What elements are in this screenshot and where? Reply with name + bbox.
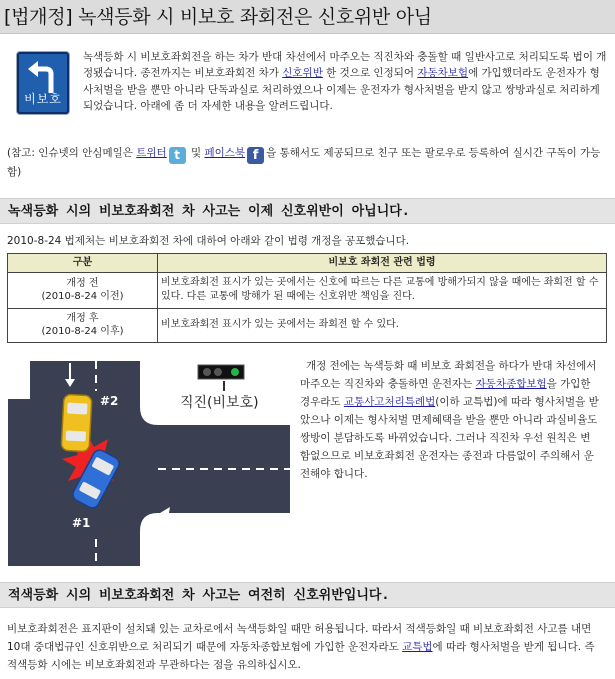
- signal-light-red: [203, 368, 211, 376]
- explanation-text: 을 가입한 경우라도: [300, 378, 591, 409]
- section-heading-1-text: 녹색등화 시의 비보호좌회전 차 사고는 이제 신호위반이 아닙니다.: [8, 204, 410, 219]
- intro-text-part: 녹색등화 시 비보호좌회전을 하는 차가 반대 차선에서 마주오는 직진차와 충돌할 때 일반사고로 처리되도록 법이 개정됐습니다. 종전까지는 비보호좌회전 차가: [83, 51, 607, 80]
- period-label: 개정 전: [66, 277, 99, 289]
- car1-label: #1: [72, 516, 91, 530]
- signal-label: 직진(비보호): [180, 395, 259, 411]
- table-header-law: 비보호 좌회전 관련 법령: [158, 254, 607, 273]
- car2-yellow: [61, 394, 92, 451]
- explanation-text: 개정 전에는 녹색등화 때 비보호 좌회전을 하다가 반대 차선에서 마주오는 직진차와 충돌하면 운전자는: [300, 360, 597, 391]
- facebook-link[interactable]: 페이스북: [204, 147, 246, 159]
- reference-note: [7, 145, 607, 180]
- section-heading-2-text: 적색등화 시의 비보호좌회전 차 사고는 여전히 신호위반입니다.: [8, 588, 390, 603]
- reference-text: 을 통해서도 제공되므로 친구 또는 팔로우로 등록하여 실시간 구독이 가능함): [7, 147, 601, 178]
- title-bar: [0, 0, 615, 34]
- link-comprehensive-insurance[interactable]: 자동차종합보험: [475, 378, 547, 391]
- table-cell-content: 비보호좌회전 표시가 있는 곳에서는 신호에 따르는 다른 교통에 방해가되지 않을 때에는 좌회전 할 수 있다. 다른 교통에 방해가 된 때에는 신호위반 책임을 진다.: [158, 272, 607, 308]
- intro-paragraph: [7, 49, 607, 114]
- law-comparison-table: [7, 253, 607, 343]
- car2-label: #2: [100, 394, 119, 408]
- red-light-text: 비보호좌회전은 표지판이 설치돼 있는 교차로에서 녹색등화일 때만 허용됩니다. 따라서 적색등화일 때 비보호좌회전 사고를 내면 10대 중대법규인 신호위반으로 처리되기 때문에 자동차종합보험에 가입한 운전자라도: [7, 623, 592, 653]
- intro-text-part: 한 것으로 인정되어: [322, 67, 418, 80]
- red-light-paragraph: [7, 621, 607, 675]
- table-row: [8, 308, 607, 342]
- announcement-text: 2010-8-24 법제처는 비보호좌회전 차에 대하여 아래와 같이 법령 개정을 공포했습니다.: [7, 235, 410, 247]
- period-date: (2010-8-24 이전): [41, 291, 124, 302]
- link-traffic-accident-act[interactable]: 교통사고처리특례법: [343, 396, 436, 409]
- period-date: (2010-8-24 이후): [41, 326, 124, 337]
- explanation-paragraph: [300, 357, 600, 483]
- link-special-act[interactable]: 교특법: [402, 640, 433, 653]
- red-light-text: 에 따라 형사처벌을 받게 됩니다. 즉 적색등화 시에는 비보호좌회전과 무관하다는 점을 유의하십시오.: [7, 640, 595, 671]
- left-turn-arrow-icon: [25, 60, 61, 94]
- table-cell-period: [8, 308, 158, 342]
- accident-diagram: [8, 361, 290, 566]
- facebook-icon[interactable]: f: [247, 147, 264, 164]
- table-row: [8, 272, 607, 308]
- twitter-icon[interactable]: t: [169, 147, 186, 164]
- signal-light-green: [231, 368, 239, 376]
- explanation-text: (이하 교특법)에 따라 형사처벌을 받았으나 이제는 형사처벌 면제혜택을 받을 뿐만 아니라 과실비율도 쌍방이 분담하도록 바뀌었습니다. 그러나 직진차 우선 원칙은 변함없으므로 비보호좌회전 운전자는 종전과 다름없이 주의해서 운전해야 합니다.: [300, 396, 599, 481]
- unprotected-left-turn-sign: [17, 52, 69, 114]
- period-label: 개정 후: [66, 312, 99, 324]
- amendment-explanation: [300, 357, 600, 483]
- table-header-category: 구분: [8, 254, 158, 273]
- table-cell-content: 비보호좌회전 표시가 있는 곳에서는 좌회전 할 수 있다.: [158, 308, 607, 342]
- twitter-link[interactable]: 트위터: [136, 147, 167, 159]
- page-title: [법개정] 녹색등화 시 비보호 좌회전은 신호위반 아님: [4, 6, 432, 28]
- link-signal-violation[interactable]: 신호위반: [282, 67, 323, 80]
- link-auto-insurance[interactable]: 자동차보험: [417, 67, 469, 80]
- signal-light-yellow: [214, 368, 222, 376]
- corner-top-left: [8, 361, 30, 399]
- table-cell-period: [8, 272, 158, 308]
- reference-text: (참고: 인슈넷의 안심메일은: [7, 147, 137, 159]
- intro-text-part: 에 가입했더라도 운전자가 형사처벌을 받을 뿐만 아니라 단독과실로 처리하였으나 이제는 운전자가 형사처벌을 받지 않고 쌍방과실로 처리하게 되었습니다. 아래에 좀 더 자세한 내용을 알려드립니다.: [83, 67, 600, 112]
- sign-label: 비보호: [24, 92, 62, 107]
- reference-text: 및: [187, 147, 205, 159]
- section-heading-1: [0, 198, 615, 224]
- section-heading-2: [0, 582, 615, 608]
- intro-text: [7, 49, 607, 114]
- table-header-row: [8, 254, 607, 273]
- corner-bottom-right: [140, 513, 290, 566]
